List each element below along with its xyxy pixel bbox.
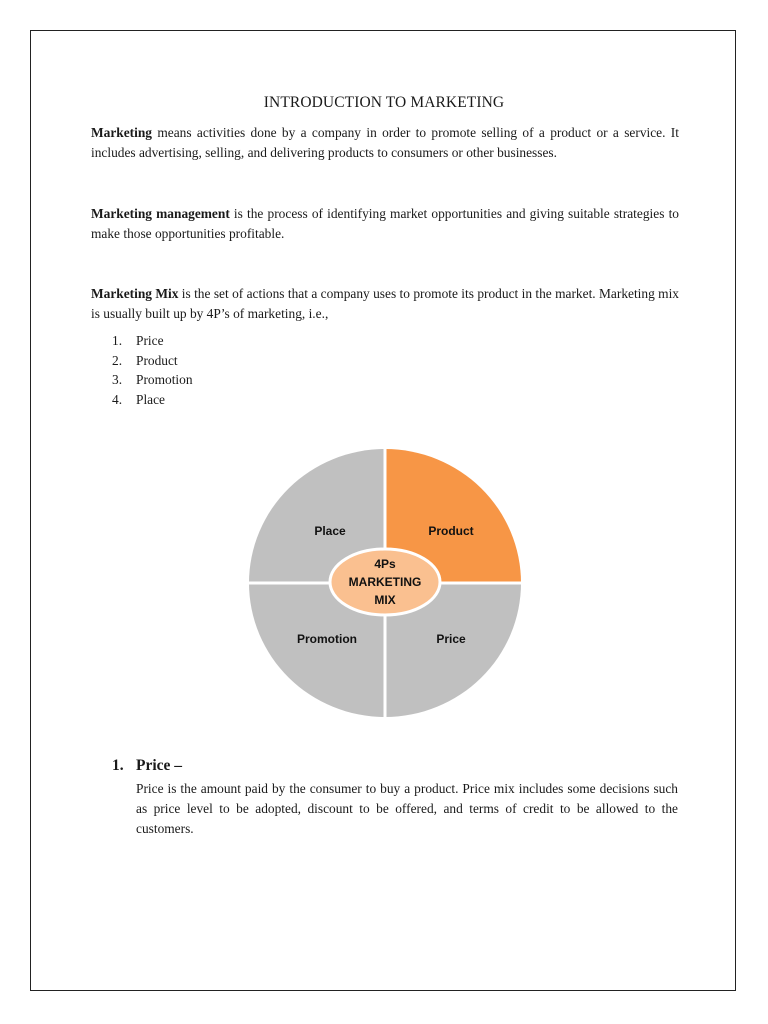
paragraph-text: means activities done by a company in order to promote selling of a product or a service. It includes advertising, selling, and delivering products to consumers or other businesses.: [91, 125, 679, 160]
section-heading-price: [112, 757, 182, 775]
list-label: Place: [136, 392, 165, 408]
list-item: [91, 351, 193, 371]
document-title: INTRODUCTION TO MARKETING: [263, 94, 505, 111]
list-number: 3.: [112, 372, 123, 388]
paragraph-marketing: [91, 123, 679, 163]
marketing-mix-diagram: [247, 447, 523, 719]
paragraph-marketing-management: [91, 204, 679, 244]
section-heading-text: Price –: [136, 757, 183, 774]
four-ps-list: [91, 331, 193, 410]
quadrant-label-product: Product: [428, 524, 474, 538]
term-marketing-management: Marketing management: [91, 206, 230, 221]
list-number: 4.: [112, 392, 123, 408]
quadrant-label-price: Price: [436, 632, 466, 646]
list-label: Price: [136, 333, 164, 348]
term-marketing: Marketing: [91, 125, 152, 140]
section-number: 1.: [112, 757, 124, 774]
center-label-line2: MARKETING: [348, 575, 422, 589]
quadrant-label-place: Place: [314, 524, 346, 538]
list-item: [91, 331, 193, 351]
list-label: Product: [136, 352, 178, 368]
center-label-line1: 4Ps: [374, 557, 396, 571]
list-number: 2.: [112, 352, 123, 368]
paragraph-text: is the process of identifying market opportunities and giving suitable strategies to make those opportunities profitable.: [91, 206, 679, 241]
paragraph-marketing-mix: [91, 284, 679, 324]
term-marketing-mix: Marketing Mix: [91, 286, 179, 301]
paragraph-text: is the set of actions that a company uses to promote its product in the market. Marketing mix is usually built up by 4P’s of marketing, i.e.,: [91, 286, 679, 321]
list-item: [91, 390, 193, 410]
list-item: [91, 370, 193, 390]
section-body-price: Price is the amount paid by the consumer to buy a product. Price mix includes some decisions such as price level to be adopted, discount to be offered, and terms of credit to be allowed to the customers.: [136, 781, 678, 836]
list-number: 1.: [112, 333, 123, 348]
list-label: Promotion: [136, 372, 193, 388]
quadrant-label-promotion: Promotion: [297, 632, 357, 646]
center-label-line3: MIX: [374, 593, 396, 607]
